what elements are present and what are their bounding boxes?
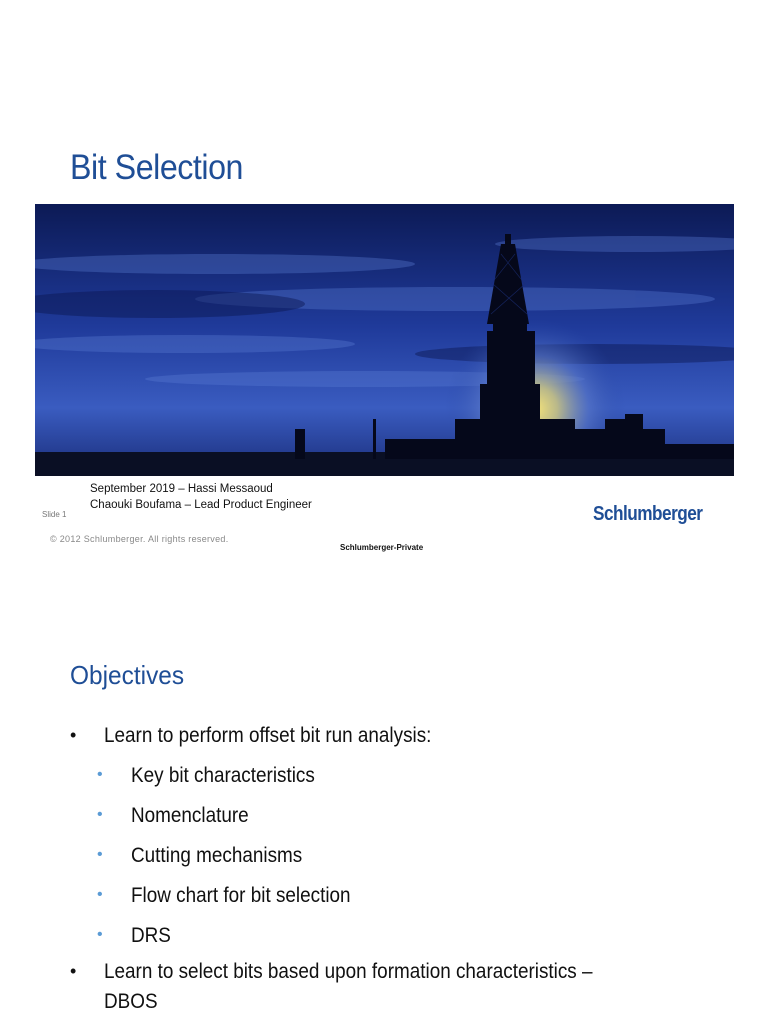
list-item: Key bit characteristics: [131, 764, 315, 787]
bullet-marker: •: [70, 725, 77, 745]
list-item: Learn to select bits based upon formation characteristics –: [104, 960, 593, 983]
list-item: DRS: [131, 924, 171, 947]
presenter: Chaouki Boufama – Lead Product Engineer: [90, 499, 312, 511]
date-location: September 2019 – Hassi Messaoud: [90, 483, 273, 495]
sub-bullet-marker: •: [97, 926, 103, 943]
list-item: Flow chart for bit selection: [131, 884, 351, 907]
list-item: Nomenclature: [131, 804, 249, 827]
drilling-rig-photo: [35, 204, 734, 476]
copyright-notice: © 2012 Schlumberger. All rights reserved.: [50, 534, 229, 544]
list-item: Learn to perform offset bit run analysis:: [104, 724, 432, 747]
sub-bullet-marker: •: [97, 806, 103, 823]
objectives-slide: [0, 590, 768, 1024]
schlumberger-logo: Schlumberger: [593, 503, 703, 525]
slide-title: Bit Selection: [70, 148, 244, 187]
slide-number: Slide 1: [42, 510, 67, 519]
list-item: Cutting mechanisms: [131, 844, 303, 867]
classification-label: Schlumberger-Private: [340, 543, 424, 552]
sub-bullet-marker: •: [97, 886, 103, 903]
drilling-rig-image: [35, 204, 734, 476]
bullet-marker: •: [70, 961, 77, 981]
sub-bullet-marker: •: [97, 846, 103, 863]
list-item-continuation: DBOS: [104, 990, 158, 1013]
sub-bullet-marker: •: [97, 766, 103, 783]
objectives-title: Objectives: [70, 660, 185, 690]
